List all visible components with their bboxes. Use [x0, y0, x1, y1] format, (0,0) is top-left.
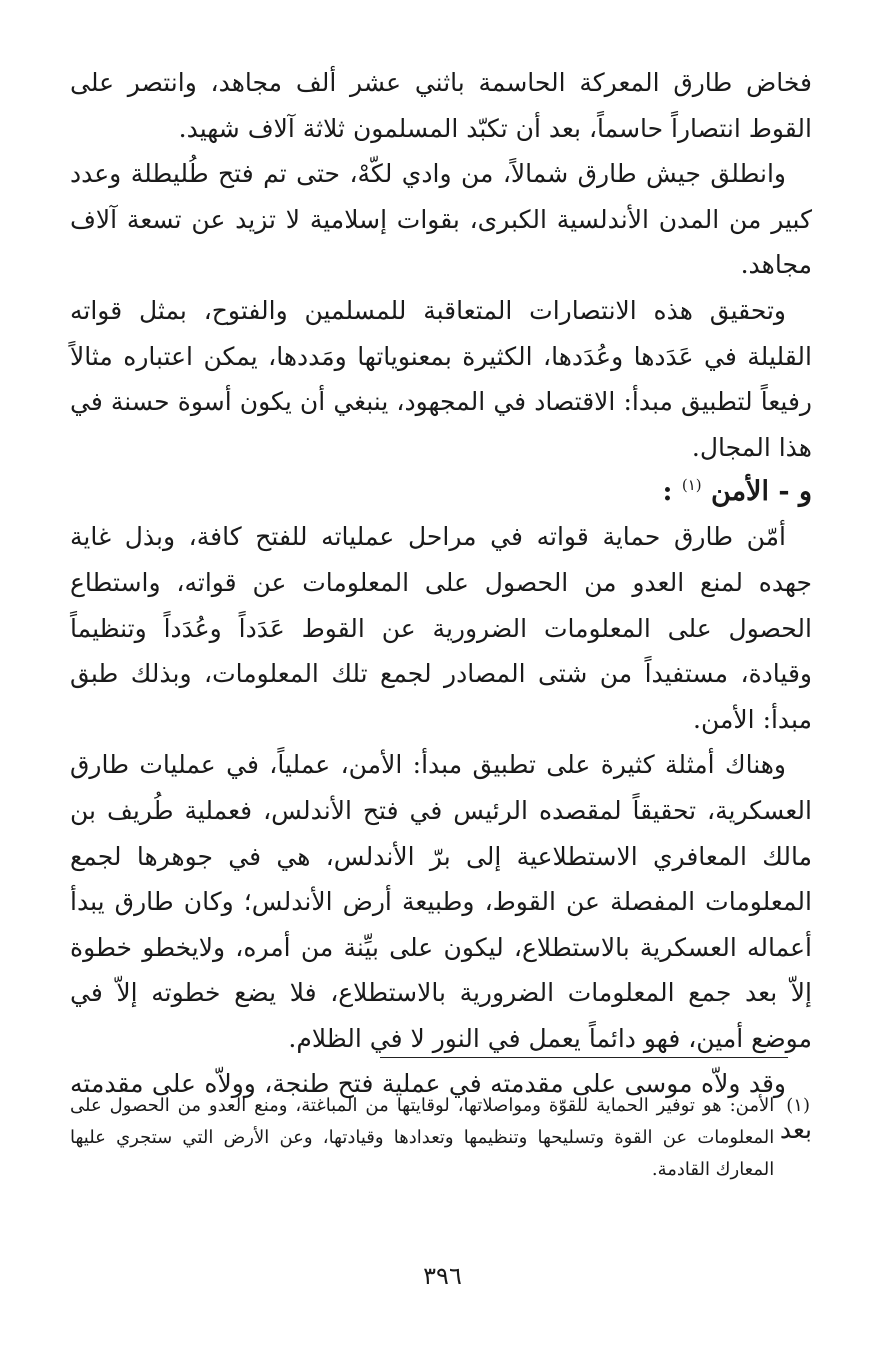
section-heading [70, 470, 812, 514]
page-number: ٣٩٦ [423, 1262, 462, 1290]
paragraph-5: وهناك أمثلة كثيرة على تطبيق مبدأ: الأمن، عملياً، في عمليات طارق العسكرية، تحقيقاً لمقصده الرئيس في فتح الأندلس، فعملية طُريف بن مالك المعافري الاستطلاعية إلى برّ الأندلس، هي في جوهرها لجمع المعلومات المفصلة عن القوط، وطبيعة أرض الأندلس؛ وكان طارق يبدأ أعماله العسكرية بالاستطلاع، ليكون على بيِّنة من أمره، ولايخطو خطوة إلاّ بعد جمع المعلومات الضرورية بالاستطلاع، فلا يضع خطوته إلاّ في موضع أمين، فهو دائماً يعمل في النور لا في الظلام. [70, 750, 813, 1053]
paragraph-3: وتحقيق هذه الانتصارات المتعاقبة للمسلمين والفتوح، بمثل قواته القليلة في عَدَدها وعُدَدها، الكثيرة بمعنوياتها ومَددها، يمكن اعتباره مثالاً رفيعاً لتطبيق مبدأ: الاقتصاد في المجهود، ينبغي أن يكون أسوة حسنة في هذا المجال. [70, 295, 812, 462]
section-heading-title: و - الأمن [711, 476, 812, 508]
footnote-number: (١) [786, 1095, 810, 1116]
footnote-item [70, 1090, 810, 1186]
section-heading-colon: : [662, 476, 673, 508]
paragraph-6: وقد ولاّه موسى على مقدمته في عملية فتح طنجة، وولاّه على مقدمته بعد [70, 1069, 812, 1145]
paragraph-2: وانطلق جيش طارق شمالاً، من وادي لكّهْ، حتى تم فتح طُليطلة وعدد كبير من المدن الأندلسية الكبرى، بقوات إسلامية لا تزيد عن تسعة آلاف مجاهد. [70, 159, 812, 280]
footnote-reference: (١) [681, 476, 702, 495]
page-content [70, 60, 812, 1153]
footnotes [70, 1090, 810, 1186]
footnote-text: الأمن: هو توفير الحماية للقوّة ومواصلاتها، لوقايتها من المباغتة، ومنع العدو من الحصول على المعلومات عن القوة وتسليحها وتنظيمها وتعدادها وقيادتها، وعن الأرض التي ستجري عليها المعارك القادمة. [70, 1095, 775, 1180]
footnote-separator [380, 1057, 788, 1058]
paragraph-1: فخاض طارق المعركة الحاسمة باثني عشر ألف مجاهد، وانتصر على القوط انتصاراً حاسماً، بعد أن تكبّد المسلمون ثلاثة آلاف شهيد. [70, 68, 812, 143]
paragraph-4: أمّن طارق حماية قواته في مراحل عملياته للفتح كافة، وبذل غاية جهده لمنع العدو من الحصول على المعلومات عن قواته، واستطاع الحصول على المعلومات الضرورية عن القوط عَدَداً وعُدَداً وتنظيماً وقيادة، مستفيداً من شتى المصادر لجمع تلك المعلومات، وبذلك طبق مبدأ: الأمن. [70, 522, 812, 734]
main-text [70, 60, 812, 1153]
